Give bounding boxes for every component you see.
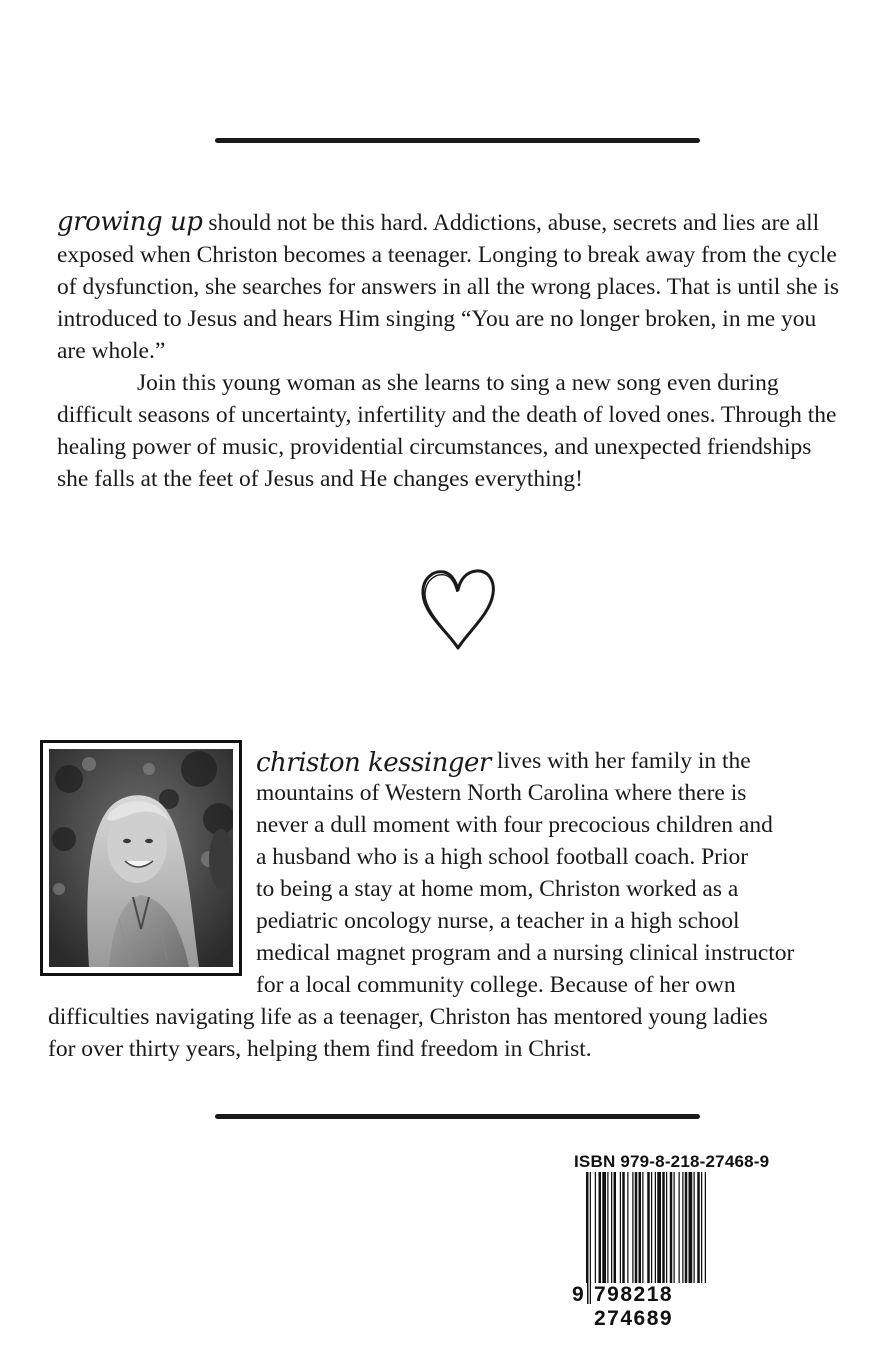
barcode-bar bbox=[595, 1172, 596, 1284]
script-lead-word: growing up bbox=[57, 207, 203, 237]
barcode-digits-rest: 798218 274689 bbox=[592, 1283, 756, 1331]
barcode-bar bbox=[685, 1172, 688, 1284]
barcode-bar bbox=[705, 1172, 706, 1284]
blurb-paragraph-1 bbox=[57, 206, 847, 367]
heart-icon bbox=[418, 566, 498, 652]
script-author-name: christon kessinger bbox=[256, 748, 491, 778]
back-cover-blurb bbox=[57, 206, 847, 495]
barcode-bar bbox=[662, 1172, 665, 1284]
bio-line: to being a stay at home mom, Christon worked as a bbox=[256, 876, 739, 902]
barcode-bar bbox=[655, 1172, 656, 1284]
bio-line: christon kessinger lives with her family in the bbox=[256, 748, 751, 778]
barcode-bar bbox=[635, 1172, 638, 1284]
barcode-bar bbox=[697, 1172, 700, 1284]
bio-line: for a local community college. Because of her own bbox=[256, 972, 736, 998]
barcode-digit-first: 9 bbox=[572, 1283, 586, 1306]
bio-line: difficulties navigating life as a teenager, Christon has mentored young ladies bbox=[48, 1004, 768, 1030]
barcode-bar bbox=[642, 1172, 643, 1284]
barcode-bar bbox=[694, 1172, 695, 1284]
blurb-paragraph-2: Join this young woman as she learns to sing a new song even during difficult seasons of uncertainty, infertility and the death of loved ones. Through the healing power of music, providential circumstances, and unexpected friendships she falls at the feet of Jesus and He changes everything! bbox=[57, 370, 837, 492]
bio-line: medical magnet program and a nursing clinical instructor bbox=[256, 940, 795, 966]
barcode-bar bbox=[620, 1172, 621, 1284]
bio-line: a husband who is a high school football coach. Prior bbox=[256, 844, 749, 870]
barcode-bar bbox=[657, 1172, 661, 1284]
barcode-bar bbox=[607, 1172, 608, 1284]
isbn-label: ISBN 979-8-218-27468-9 bbox=[574, 1152, 770, 1171]
barcode-bar bbox=[602, 1172, 606, 1284]
barcode-digits bbox=[572, 1283, 756, 1330]
barcode-bar bbox=[639, 1172, 642, 1284]
blurb-paragraph-1-text: should not be this hard. Addictions, abuse, secrets and lies are all exposed when Christon becomes a teenager. Longing to break away from the cycle of dysfunction, she searches for answers in all the wrong places. That is until she is introduced to Jesus and hears Him singing “You are no longer broken, in me you are whole.” bbox=[57, 210, 840, 364]
barcode-bar bbox=[682, 1172, 683, 1284]
barcode-bar bbox=[614, 1172, 617, 1284]
barcode-bar bbox=[679, 1172, 680, 1284]
bio-line: pediatric oncology nurse, a teacher in a high school bbox=[256, 908, 740, 934]
top-divider bbox=[215, 138, 700, 143]
barcode-bar bbox=[689, 1172, 693, 1284]
bottom-divider bbox=[215, 1114, 700, 1119]
barcode-bar bbox=[611, 1172, 612, 1284]
barcode-bar bbox=[666, 1172, 667, 1284]
barcode-bar bbox=[674, 1172, 675, 1284]
barcode-bar bbox=[670, 1172, 673, 1284]
barcode-bar bbox=[622, 1172, 625, 1284]
bio-line: for over thirty years, helping them find freedom in Christ. bbox=[48, 1036, 592, 1062]
author-bio bbox=[48, 744, 848, 1065]
barcode-bar bbox=[599, 1172, 602, 1284]
barcode-bar bbox=[627, 1172, 628, 1284]
bio-line: mountains of Western North Carolina where there is bbox=[256, 780, 747, 806]
bio-line: never a dull moment with four precocious children and bbox=[256, 812, 773, 838]
barcode-bar bbox=[701, 1172, 702, 1284]
barcode-bar bbox=[632, 1172, 633, 1284]
